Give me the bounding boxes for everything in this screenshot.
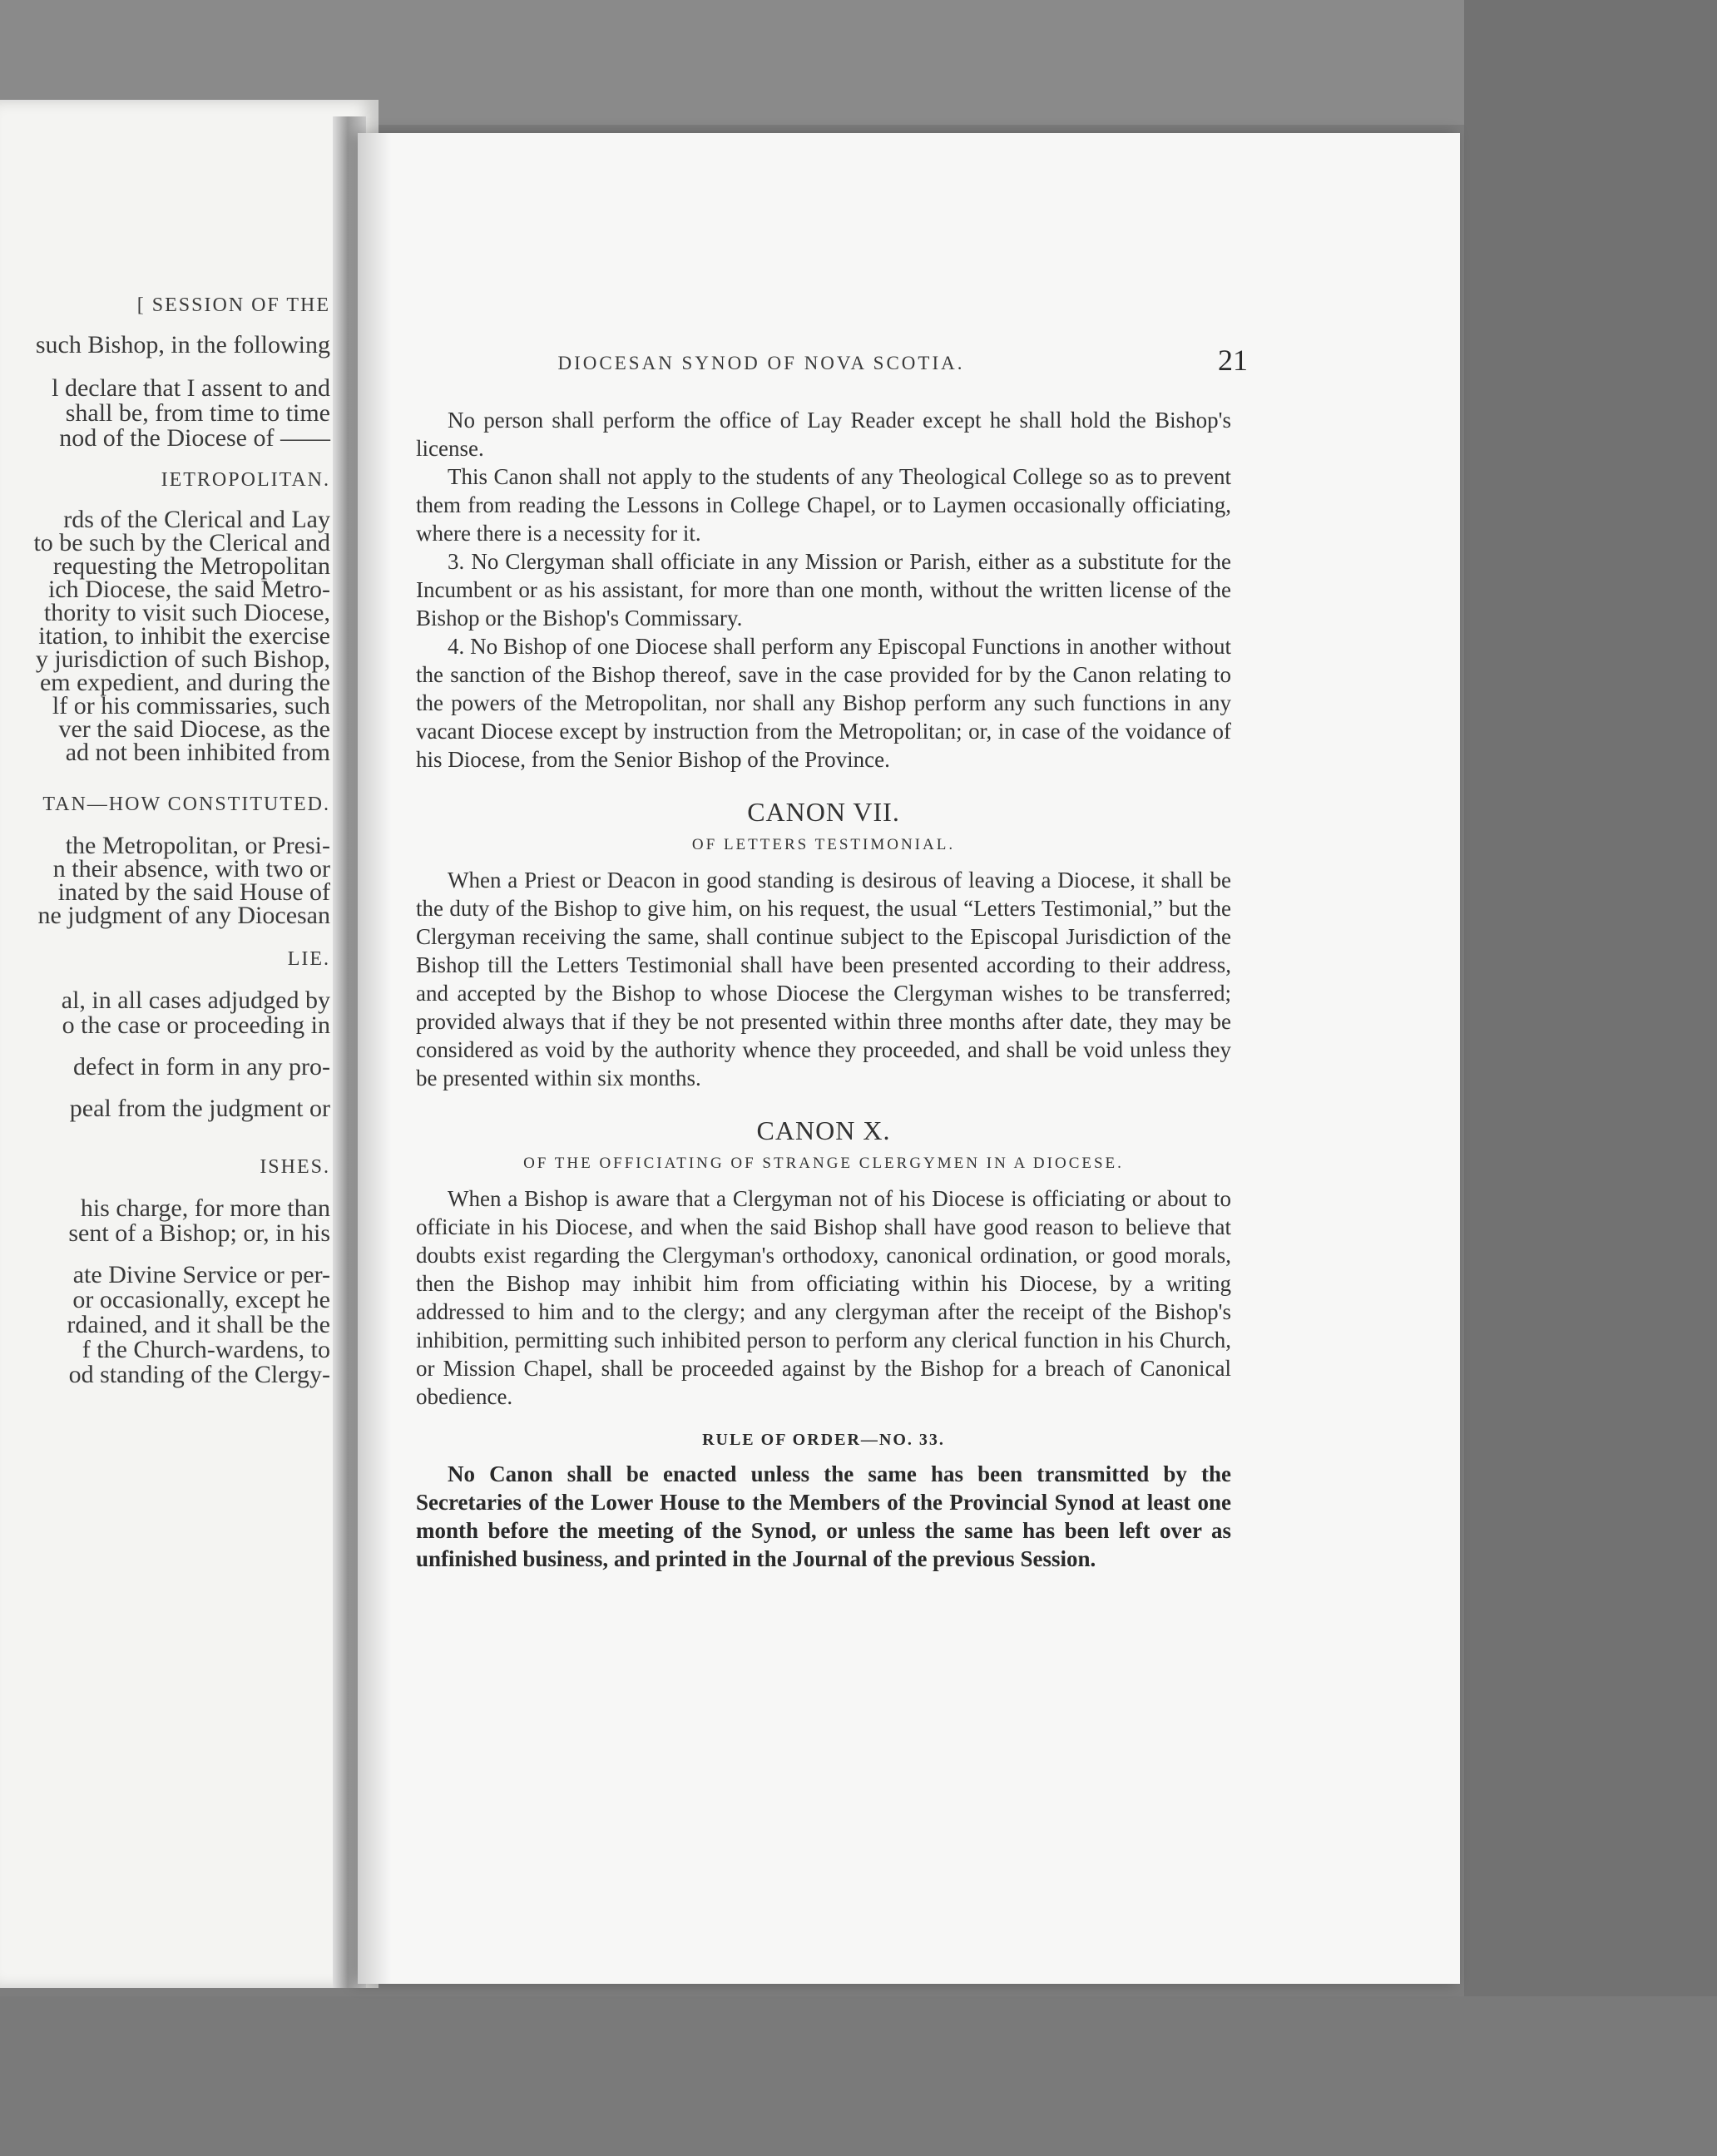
paragraph-section-3: 3. No Clergyman shall officiate in any Mission or Parish, either as a substitute for the Incumbent or as his assistant, for more than one month, without the written license of the Bishop or the Bishop's Commissary. (416, 549, 1231, 630)
left-page-line: or occasionally, except he (72, 1286, 330, 1313)
left-page-line: thority to visit such Diocese, (43, 599, 330, 626)
left-page-line: to be such by the Clerical and (33, 529, 330, 556)
left-page-line: od standing of the Clergy- (68, 1361, 330, 1388)
left-page-line: ver the said Diocese, as the (58, 715, 330, 743)
left-page-line: nod of the Diocese of —— (59, 424, 330, 452)
left-page-line: the Metropolitan, or Presi- (65, 832, 330, 859)
right-page (358, 133, 1460, 1984)
left-page-line: LIE. (287, 948, 330, 970)
paragraph-lay-reader: No person shall perform the office of Lay Reader except he shall hold the Bishop's license. (416, 408, 1231, 461)
left-page-line: sent of a Bishop; or, in his (68, 1219, 330, 1247)
left-page-line: rds of the Clerical and Lay (63, 506, 330, 533)
left-page-line: shall be, from time to time (65, 399, 330, 427)
left-page-line: em expedient, and during the (39, 669, 330, 696)
left-page-line: rdained, and it shall be the (67, 1311, 330, 1338)
scan-backdrop-bottom (0, 1996, 1717, 2156)
paragraph-theological-college: This Canon shall not apply to the students of any Theological College so as to prevent them from reading the Lessons in College Chapel, or to Laymen occasionally officiating, where there is a necessity for it. (416, 464, 1231, 546)
left-page-line: o the case or proceeding in (62, 1011, 330, 1039)
left-page-line: his charge, for more than (80, 1194, 330, 1222)
left-page-line: defect in form in any pro- (72, 1053, 330, 1080)
canon-x-subtitle: OF THE OFFICIATING OF STRANGE CLERGYMEN IN A DIOCESE. (523, 1155, 1124, 1172)
left-page (0, 100, 379, 1988)
left-page-line: lf or his commissaries, such (52, 692, 330, 719)
left-page-line: y jurisdiction of such Bishop, (35, 645, 330, 673)
left-page-line: ich Diocese, the said Metro- (47, 576, 330, 603)
running-head (416, 344, 1248, 381)
left-page-line: n their absence, with two or (52, 855, 330, 883)
paragraph-section-4: 4. No Bishop of one Diocese shall perform any Episcopal Functions in another without the sanction of the Bishop thereof, save in the case provided for by the Canon relating to the powers of the Metropolitan, nor shall any Bishop perform any such functions in any vacant Diocese except by instruction from the Metropolitan; or, in case of the voidance of his Diocese, from the Senior Bishop of the Province. (416, 634, 1231, 772)
running-head-title: DIOCESAN SYNOD OF NOVA SCOTIA. (557, 353, 965, 373)
page-body (416, 406, 1231, 1573)
spine-shadow (358, 133, 391, 1984)
left-page-line: [ SESSION OF THE (136, 294, 330, 316)
left-page-line: f the Church-wardens, to (82, 1336, 330, 1363)
canon-x-text: When a Bishop is aware that a Clergyman not of his Diocese is officiating or about to officiate in his Diocese, and when the said Bishop shall have good reason to believe that doubts exist regarding the Clergyman's orthodoxy, canonical ordination, or good morals, then the Bishop may inhibit him from officiating within his Diocese, by a writing addressed to him and to the clergy; and any clergyman after the receipt of the Bishop's inhibition, permitting such inhibited person to perform any clerical function in his Church, or Mission Chapel, shall be proceeded against by the Bishop for a breach of Canonical obedience. (416, 1186, 1231, 1409)
left-page-line: ne judgment of any Diocesan (37, 902, 330, 929)
left-page-line: l declare that I assent to and (52, 374, 330, 402)
scan-backdrop-right (1464, 0, 1717, 2156)
left-page-line: itation, to inhibit the exercise (38, 622, 330, 650)
left-page-line: ate Divine Service or per- (72, 1261, 330, 1288)
left-page-line: al, in all cases adjudged by (61, 987, 330, 1014)
canon-vii-title: CANON VII. (747, 797, 900, 827)
left-page-line: requesting the Metropolitan (52, 552, 330, 580)
rule-of-order-text: No Canon shall be enacted unless the same has been transmitted by the Secretaries of the Lower House to the Members of the Provincial Synod at least one month before the meeting of the Synod, or unless the same has been left over as unfinished business, and printed in the Journal of the previous Session. (416, 1461, 1231, 1571)
left-page-line: ad not been inhibited from (65, 739, 330, 766)
page-number: 21 (1218, 344, 1248, 377)
canon-vii-subtitle: OF LETTERS TESTIMONIAL. (691, 836, 956, 853)
left-page-line: ISHES. (260, 1156, 330, 1178)
left-page-line: such Bishop, in the following (35, 331, 330, 359)
rule-of-order-title: RULE OF ORDER—NO. 33. (702, 1431, 945, 1449)
left-page-line: inated by the said House of (57, 878, 330, 906)
canon-vii-text: When a Priest or Deacon in good standing is desirous of leaving a Diocese, it shall be the duty of the Bishop to give him, on his request, the usual “Letters Testimonial,” but the Clergyman receiving the same, shall continue subject to the Episcopal Jurisdiction of the Bishop till the Letters Testimonial shall have been presented according to their address, and accepted by the Bishop to whose Diocese the Clergyman wishes to be transferred; provided always that if they be not presented within three months after date, they may be considered as void by the authority whence they proceeded, and shall be void unless they be presented within six months. (416, 868, 1231, 1090)
left-page-line: TAN—HOW CONSTITUTED. (42, 794, 330, 815)
canon-x-title: CANON X. (756, 1115, 891, 1145)
left-page-line: IETROPOLITAN. (161, 469, 330, 491)
left-page-line: peal from the judgment or (69, 1095, 330, 1122)
